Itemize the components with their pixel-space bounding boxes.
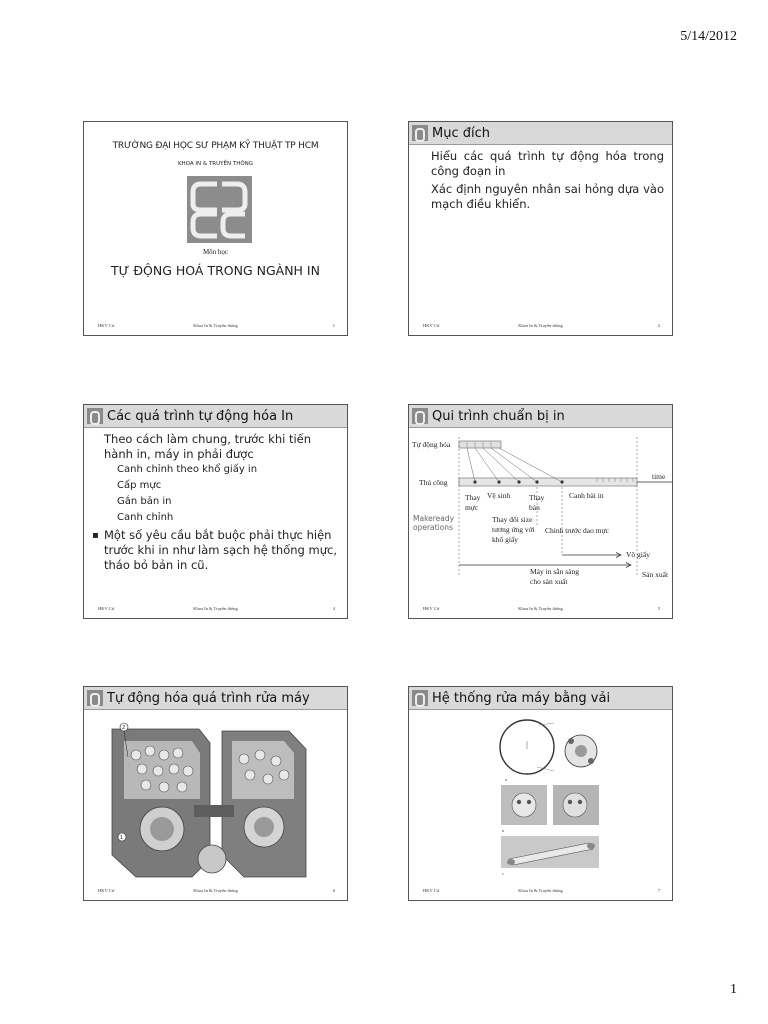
slide-number: 4 [332, 606, 335, 611]
slide-titlebar [84, 405, 347, 428]
label-makeready: Makeready [413, 514, 455, 523]
callout-1: 1 [120, 835, 124, 841]
footer-author: HKV Cử [423, 606, 440, 611]
faculty-logo-icon [87, 408, 103, 424]
faculty-logo-icon [412, 690, 428, 706]
faculty-logo [187, 176, 252, 243]
footer-author: HKV Cử [98, 888, 115, 893]
footer-faculty: Khoa In & Truyền thông [193, 888, 238, 893]
list-item: Canh chỉnh theo khổ giấy in [117, 464, 258, 475]
label-thay-muc-1: Thay [465, 493, 481, 502]
label-canhbai: Canh bài in [569, 491, 604, 500]
label-change-3: khổ giấy [492, 535, 519, 544]
slide-thumbnail-3[interactable] [83, 404, 348, 619]
slide-footer [84, 321, 347, 331]
intro-text: Theo cách làm chung, trước khi tiến hành in, máy in phải được [104, 432, 312, 461]
paragraph: Hiểu các quá trình tự động hóa trong công đoạn in [431, 149, 664, 178]
school-name: TRƯỜNG ĐẠI HỌC SƯ PHẠM KỸ THUẬT TP HCM [112, 141, 319, 151]
page-number: 1 [730, 982, 737, 997]
footer-faculty: Khoa In & Truyền thông [193, 323, 238, 328]
slide-titlebar [84, 687, 347, 710]
figure-label-b: b [502, 829, 505, 833]
label-manual: Thủ công [419, 478, 448, 487]
label-sanxuat: Sản xuất [642, 570, 669, 579]
list-item: Canh chỉnh [117, 512, 174, 523]
figure-label-a: a [505, 778, 508, 782]
slide-title: Các quá trình tự động hóa In [107, 408, 294, 424]
footer-author: HKV Cử [98, 323, 115, 328]
list-item: Cấp mực [117, 480, 162, 491]
list-item: Gắn bản in [117, 496, 172, 507]
slide-number: 2 [657, 323, 660, 328]
label-thay-muc-2: mực [465, 503, 479, 512]
label-chinhtruoc: Chỉnh trước dao mực [545, 526, 609, 535]
label-change-2: tương ứng với [492, 525, 535, 534]
slide-number: 5 [657, 606, 660, 611]
label-vogiay: Vô giấy [626, 550, 650, 559]
slide-thumbnail-4[interactable] [408, 404, 673, 619]
manual-bar [459, 478, 637, 486]
slide-titlebar [409, 122, 672, 145]
slide-number: 7 [657, 888, 660, 893]
slide-titlebar [409, 405, 672, 428]
slide-thumbnail-5[interactable] [83, 686, 348, 901]
footer-faculty: Khoa In & Truyền thông [193, 606, 238, 611]
label-ready-2: cho sản xuất [530, 577, 568, 586]
faculty-logo-icon [87, 690, 103, 706]
footer-faculty: Khoa In & Truyền thông [518, 323, 563, 328]
slide-title: Hệ thống rửa máy bằng vải [432, 690, 611, 706]
label-thay-ban-2: bản [529, 503, 540, 512]
faculty-logo-icon [412, 125, 428, 141]
header-date: 5/14/2012 [680, 29, 737, 44]
label-change-1: Thay đổi size [492, 515, 533, 524]
sub-list [104, 462, 339, 526]
slide-title: Qui trình chuẩn bị in [432, 408, 565, 424]
subject-label: Môn học [202, 248, 229, 256]
label-vesinh: Vệ sinh [487, 491, 511, 500]
slide-title: Mục đích [432, 125, 490, 141]
slide-footer [84, 604, 347, 614]
slide-footer [409, 886, 672, 896]
figure-label-c: c [502, 872, 504, 876]
makeready-diagram [409, 427, 673, 597]
footer-faculty: Khoa In & Truyền thông [518, 606, 563, 611]
slide-thumbnail-6[interactable] [408, 686, 673, 901]
slide-footer [84, 886, 347, 896]
slide-thumbnail-2[interactable] [408, 121, 673, 336]
footer-author: HKV Cử [423, 323, 440, 328]
callout-2: 2 [122, 725, 126, 731]
slide-body [104, 432, 339, 573]
label-time: time [652, 472, 666, 481]
label-thay-ban-1: Thay [529, 493, 545, 502]
slide-number: 1 [332, 323, 335, 328]
bullet-text: ▪ Một số yêu cầu bắt buộc phải thực hiện trước khi in như làm sạch hệ thống mực, tháo bỏ bản in cũ. [91, 528, 339, 573]
course-title: TỰ ĐỘNG HOÁ TRONG NGÀNH IN [111, 263, 320, 278]
faculty-logo-icon [412, 408, 428, 424]
slide-number: 6 [332, 888, 335, 893]
press-cutaway-illustration [84, 709, 348, 879]
paragraph: Xác định nguyên nhân sai hỏng dựa vào mạch điều khiển. [431, 182, 664, 211]
slide-footer [409, 604, 672, 614]
footer-faculty: Khoa In & Truyền thông [518, 888, 563, 893]
slide-footer [409, 321, 672, 331]
label-ready-1: Máy in sẵn sàng [530, 567, 579, 576]
auto-bar [459, 441, 501, 448]
faculty-name: KHOA IN & TRUYỀN THÔNG [177, 161, 254, 167]
footer-author: HKV Cử [98, 606, 115, 611]
label-auto: Tự động hóa [412, 440, 451, 449]
cloth-wash-illustration [409, 709, 673, 879]
slide-titlebar [409, 687, 672, 710]
label-operations: operations [413, 523, 453, 532]
footer-author: HKV Cử [423, 888, 440, 893]
slide-title: Tự động hóa quá trình rửa máy [107, 690, 310, 706]
slide-body [431, 149, 664, 215]
slide-thumbnail-1[interactable] [83, 121, 348, 336]
